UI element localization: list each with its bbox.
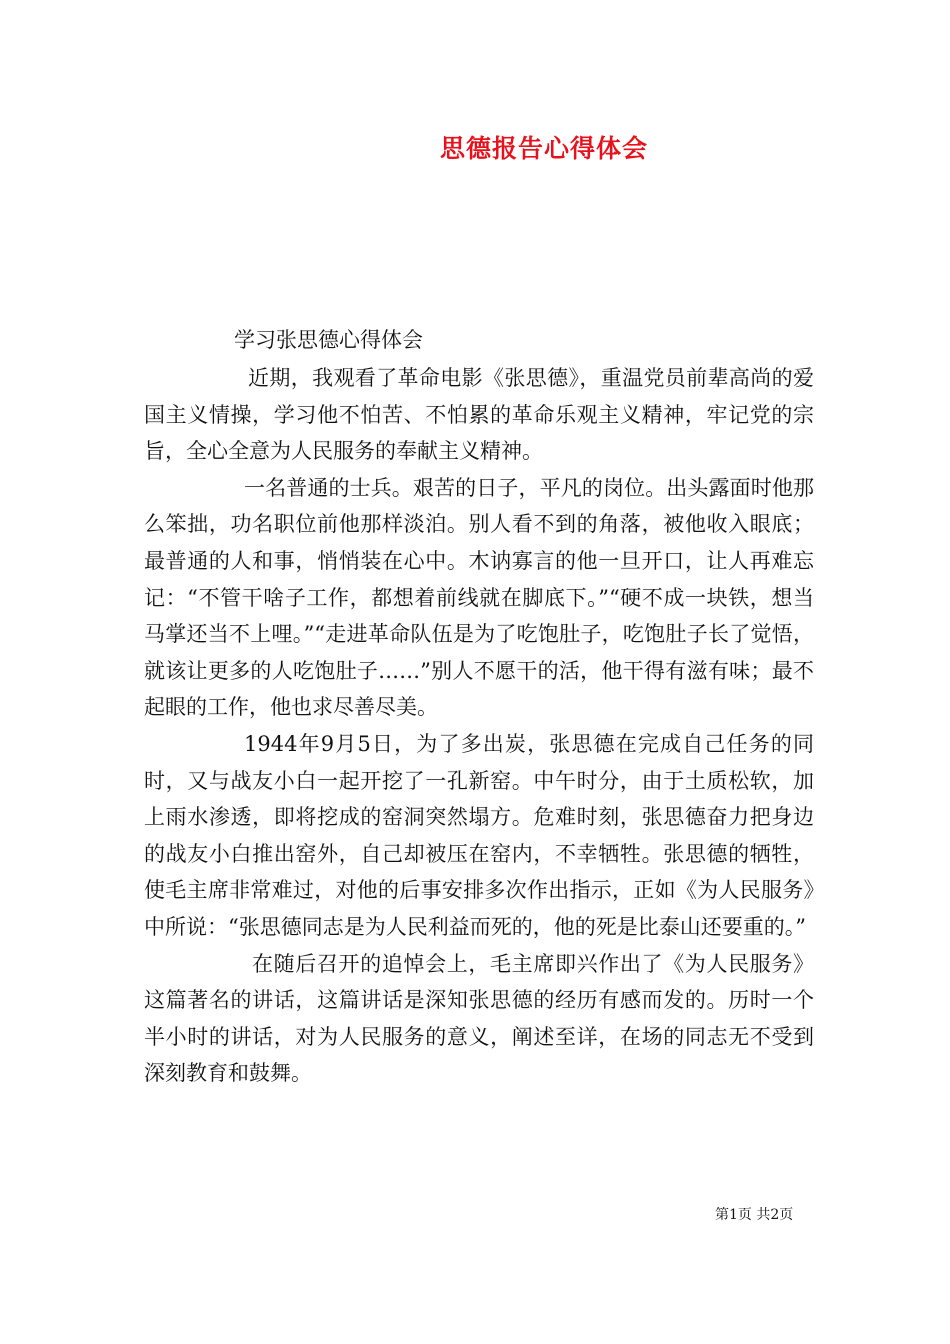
document-subtitle: 学习张思德心得体会 [234,328,423,352]
paragraph-3: 1944年9月5日，为了多出炭，张思德在完成自己任务的同时，又与战友小白一起开挖了一孔新窑。中午时分，由于土质松软，加上雨水渗透，即将挖成的窑洞突然塌方。危难时刻，张思德奋力把身边的战友小白推出窑外，自己却被压在窑内，不幸牺牲。张思德的牺牲，使毛主席非常难过，对他的后事安排多次作出指示，正如《为人民服务》中所说：“张思德同志是为人民利益而死的，他的死是比泰山还要重的。” [144,731,814,939]
page-number-footer: 第1页 共2页 [715,1207,794,1223]
paragraph-4: 在随后召开的追悼会上，毛主席即兴作出了《为人民服务》这篇著名的讲话，这篇讲话是深知张思德的经历有感而发的。历时一个半小时的讲话，对为人民服务的意义，阐述至详，在场的同志无不受到深刻教育和鼓舞。 [144,951,814,1086]
document-body [144,360,814,1092]
paragraph-2: 一名普通的士兵。艰苦的日子，平凡的岗位。出头露面时他那么笨拙，功名职位前他那样淡泊。别人看不到的角落，被他收入眼底；最普通的人和事，悄悄装在心中。木讷寡言的他一旦开口，让人再难忘记：“不管干啥子工作，都想着前线就在脚底下。”“硬不成一块铁，想当马掌还当不上哩。”“走进革命队伍是为了吃饱肚子，吃饱肚子长了觉悟，就该让更多的人吃饱肚子……”别人不愿干的活，他干得有滋有味；最不起眼的工作，他也求尽善尽美。 [144,475,814,720]
document-title: 思德报告心得体会 [440,134,649,163]
paragraph-1: 近期，我观看了革命电影《张思德》，重温党员前辈高尚的爱国主义情操，学习他不怕苦、不怕累的革命乐观主义精神，牢记党的宗旨，全心全意为人民服务的奉献主义精神。 [144,366,814,464]
